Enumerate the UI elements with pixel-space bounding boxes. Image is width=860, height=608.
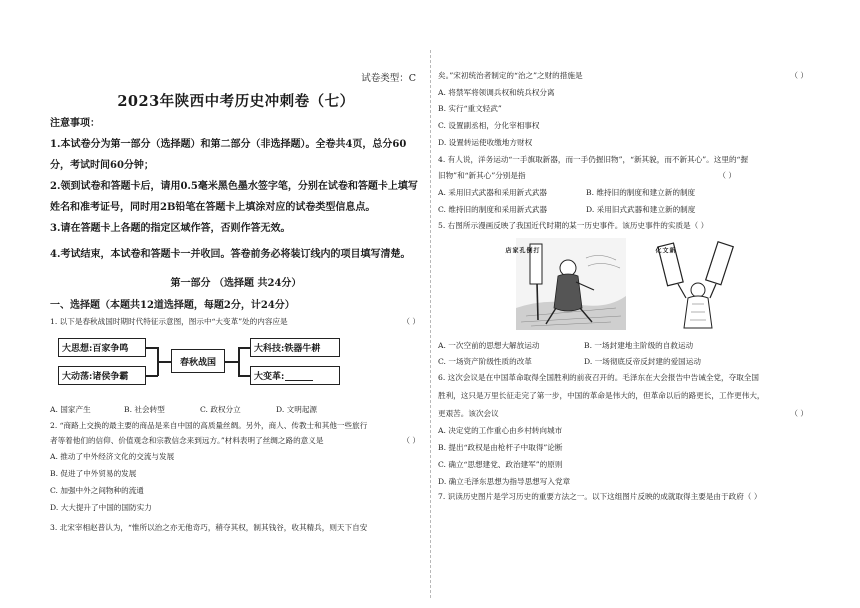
q2-option-c: C. 加强中外之间物种的流通 (50, 486, 144, 495)
diagram-box-tech: 大科技:铁器牛耕 (250, 338, 340, 357)
question-3-text: 矣。”宋初统治者制定的“治之”之财的措施是 (438, 71, 583, 80)
question-6-text: 更艰苦。该次会议 (438, 409, 499, 418)
q6-option-d: D. 确立毛泽东思想为指导思想写入党章 (438, 477, 571, 486)
q4-option-c: C. 维持旧的制度和采用新式武器 (438, 205, 548, 214)
q4-option-a: A. 采用旧式武器和采用新式武器 (438, 188, 548, 197)
answer-paren: （ ） (790, 71, 808, 80)
part-one-title: 第一部分 （选择题 共24分） (170, 278, 302, 289)
question-2-text: 者等着他们的信仰、价值观念和宗教信念来到远方。”材料表明了丝绸之路的意义是 (50, 436, 324, 445)
notice-item-3: 3.请在答题卡上各题的指定区域作答，否则作答无效。 (50, 223, 291, 234)
q1-option-c: C. 政权分立 (200, 405, 241, 414)
question-2-stem-line2 (50, 433, 422, 448)
diagram-box-center: 春秋战国 (171, 349, 225, 373)
page-title: 2023年陕西中考历史冲刺卷（七） (117, 93, 355, 110)
connector-line (238, 347, 250, 349)
question-7-stem: 7. 识读历史图片是学习历史的重要方法之一。以下这组图片反映的成就取得主要是由于政府（ ） (438, 492, 762, 501)
q3-option-c: C. 设置副丞相，分化宰相事权 (438, 121, 540, 130)
cartoon-sign-right-a: 新文化 (654, 247, 675, 253)
q4-option-d: D. 采用旧式武器和建立新的制度 (586, 205, 696, 214)
answer-paren: （ ） (718, 171, 736, 180)
diagram-box-turmoil: 大动荡:诸侯争霸 (58, 366, 146, 385)
q6-option-a: A. 决定党的工作重心由乡村转向城市 (438, 426, 563, 435)
cartoon-right-image (652, 240, 744, 330)
q2-option-d: D. 大大提升了中国的国防实力 (50, 503, 152, 512)
diagram-box-thought: 大思想:百家争鸣 (58, 338, 146, 357)
notice-item-1: 1.本试卷分为第一部分（选择题）和第二部分（非选择题）。全卷共4页，总分60分，考试时间60分钟； (50, 139, 407, 171)
question-4-text: 旧物”和“新其心”分别是指 (438, 171, 526, 180)
q5-option-c: C. 一场资产阶级性质的改革 (438, 357, 532, 366)
notice-heading: 注意事项： (50, 118, 100, 129)
notice-item-2: 2.领到试卷和答题卡后，请用0.5毫米黑色墨水签字笔，分别在试卷和答题卡上填写姓名和准考证号，同时用2B铅笔在答题卡上填涂对应的试卷类型信息点。 (50, 181, 418, 213)
q1-option-b: B. 社会转型 (124, 405, 165, 414)
q3-option-a: A. 将禁军将领调兵权和统兵权分离 (438, 88, 555, 97)
q3-option-b: B. 实行“重文轻武” (438, 104, 502, 113)
answer-paren: （ ） (402, 436, 420, 445)
notice-item-4: 4.考试结束，本试卷和答题卡一并收回。答卷前务必将装订线内的项目填写清楚。 (50, 249, 411, 260)
q3-option-d: D. 设置转运使收缴地方财权 (438, 138, 533, 147)
connector-line (157, 361, 171, 363)
question-3-stem-line2 (438, 68, 810, 83)
question-6-stem-line2: 胜利，这只是万里长征走完了第一步，中国的革命是伟大的，但革命以后的路更长，工作更伟大， (438, 391, 765, 400)
q4-option-b: B. 维持旧的制度和建立新的制度 (586, 188, 696, 197)
exam-type-label: 试卷类型：C (361, 73, 416, 84)
question-4-stem-line2 (438, 168, 810, 183)
answer-paren: （ ） (790, 409, 808, 418)
q5-option-a: A. 一次空前的思想大解放运动 (438, 341, 540, 350)
connector-line (238, 347, 240, 376)
diagram-box-change (250, 366, 340, 385)
question-6-stem-line3 (438, 406, 810, 421)
question-1-text: 1. 以下是春秋战国时期时代特征示意图，图示中“大变革”处的内容应是 (50, 317, 288, 326)
section-title: 一、选择题（本题共12道选择题，每题2分，计24分） (50, 300, 295, 311)
question-3-stem-line1: 3. 北宋宰相赵普认为，“惟所以治之亦无他奇巧，稍夺其权，制其钱谷，收其精兵，则天下自安 (50, 523, 368, 532)
fill-blank (285, 371, 313, 381)
question-5-stem: 5. 右图所示漫画反映了我国近代时期的某一历史事件。该历史事件的实质是（ ） (438, 221, 709, 230)
connector-line (225, 361, 239, 363)
answer-paren: （ ） (402, 317, 420, 326)
q1-option-a: A. 国家产生 (50, 405, 91, 414)
question-2-stem-line1: 2. “商路上交换的最主要的商品是来自中国的高质量丝绸。另外，商人、传教士和其他一些旅行 (50, 421, 368, 430)
question-1-diagram (50, 334, 422, 392)
diagram-change-label: 大变革: (254, 372, 285, 382)
q2-option-a: A. 推动了中外经济文化的交流与发展 (50, 452, 175, 461)
question-4-stem-line1: 4. 有人说，洋务运动“一手旗取新器，而一手仍握旧物”，“新其貌，而不新其心”。这里的“握 (438, 155, 749, 164)
q5-option-b: B. 一场封建地主阶级的自救运动 (584, 341, 694, 350)
q5-option-d: D. 一场彻底反帝反封建的爱国运动 (584, 357, 701, 366)
cartoon-sign-left: 打倒孔家店 (504, 247, 539, 253)
q1-option-d: D. 文明起源 (276, 405, 318, 414)
q2-option-b: B. 促进了中外贸易的发展 (50, 469, 137, 478)
question-6-stem-line1: 6. 这次会议是在中国革命取得全国胜利的前夜召开的。毛泽东在大会报告中告诫全党，夺取全国 (438, 373, 759, 382)
connector-line (238, 375, 250, 377)
question-1-stem (50, 314, 422, 329)
q6-option-b: B. 提出“政权是由枪杆子中取得”论断 (438, 443, 563, 452)
q6-option-c: C. 确立“思想建党、政治建军”的原则 (438, 460, 563, 469)
column-divider (430, 50, 431, 598)
